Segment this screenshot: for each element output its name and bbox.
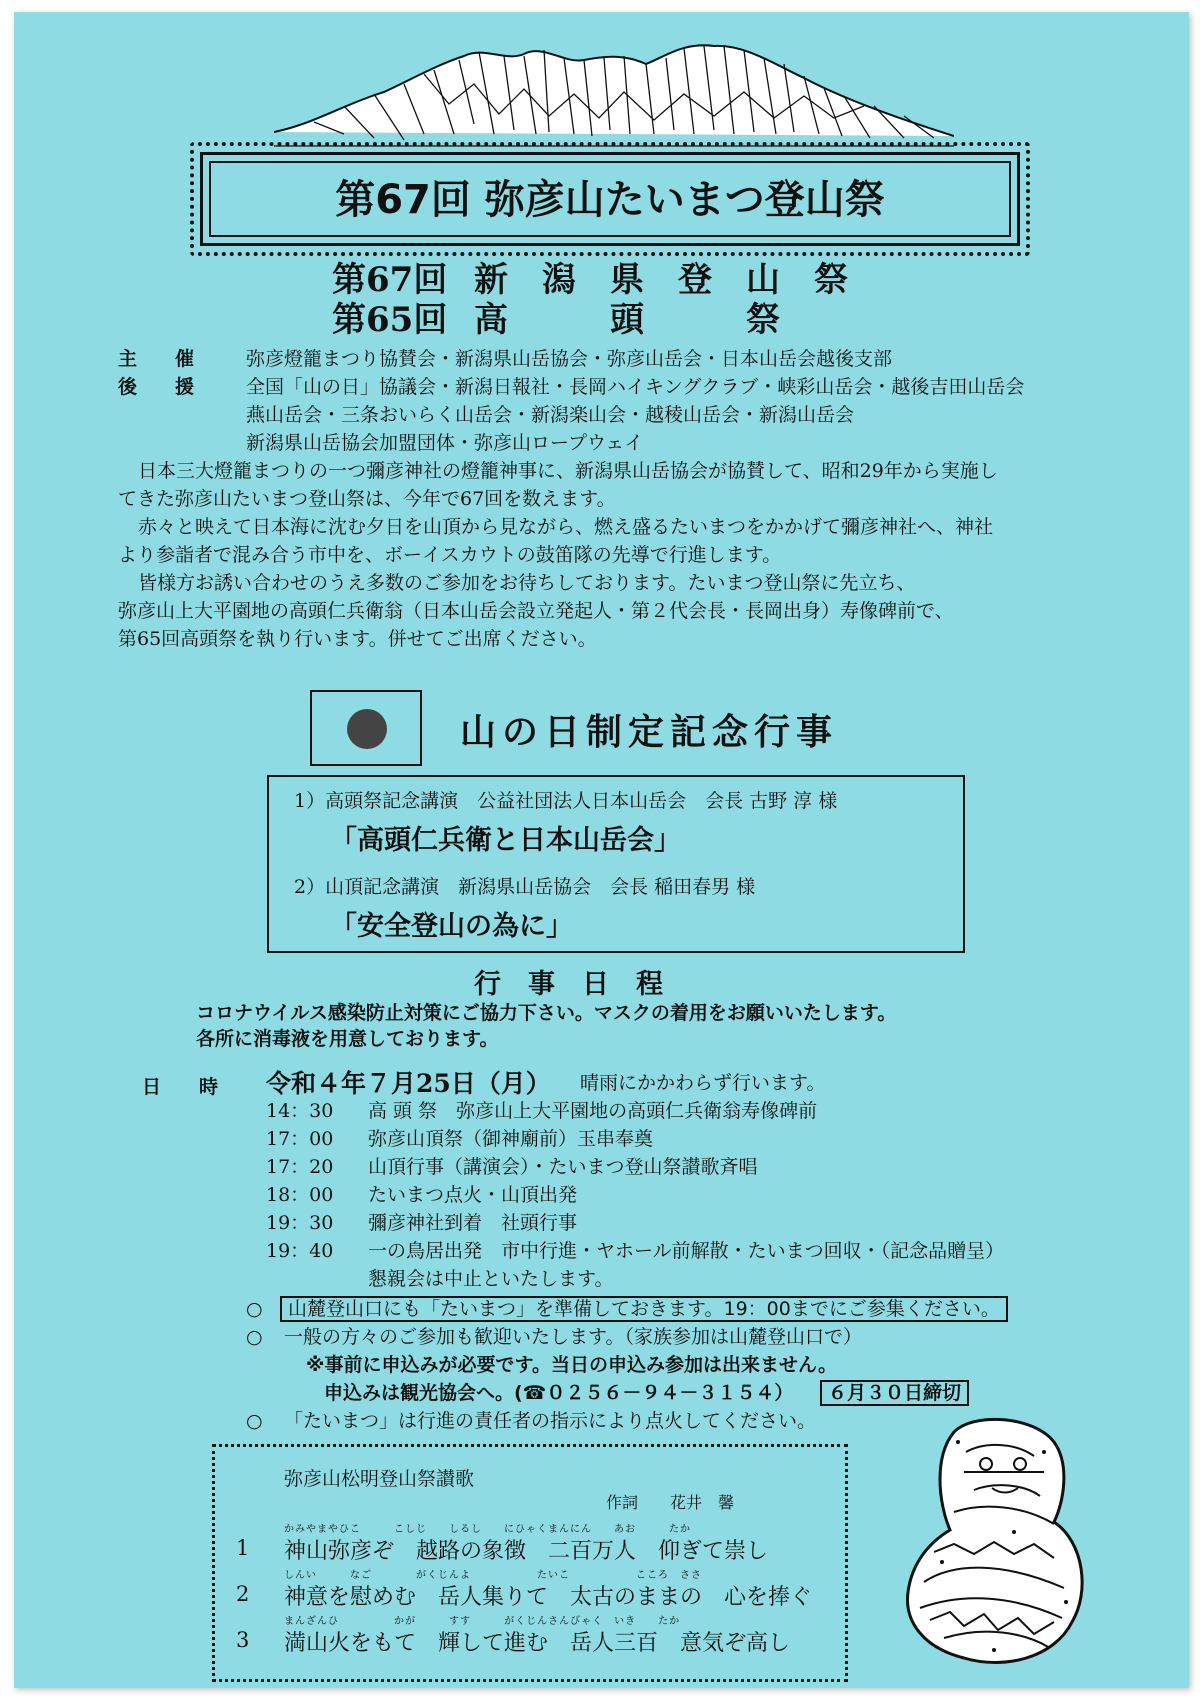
date-label: 日 時 <box>142 1076 219 1098</box>
schedule-time-2: 17：00 <box>266 1128 334 1150</box>
verse-3-text: 満山火をもて 輝して進む 岳人三百 意気ぞ高し <box>284 1631 791 1656</box>
bullet-2: ○ <box>246 1326 263 1348</box>
schedule-after-note: 懇親会は中止といたします。 <box>368 1268 614 1290</box>
subtitle-1-number: 第67回 <box>332 260 448 300</box>
flyer-sheet <box>14 12 1189 1688</box>
deadline-box <box>820 1380 969 1407</box>
subtitle-2-number: 第65回 <box>332 300 448 340</box>
schedule-text-4: たいまつ点火・山頂出発 <box>368 1184 578 1206</box>
support-line-2: 燕山岳会・三条おいらく山岳会・新潟楽山会・越稜山岳会・新潟山岳会 <box>246 404 855 426</box>
support-label: 後 援 <box>118 376 195 398</box>
event-date: 令和４年７月25日（月） <box>266 1069 551 1098</box>
bullet-3: ○ <box>246 1410 263 1432</box>
lecture-1-line: 1）高頭祭記念講演 公益社団法人日本山岳会 会長 古野 淳 様 <box>294 790 838 812</box>
schedule-text-3: 山頂行事（講演会）・たいまつ登山祭讃歌斉唱 <box>368 1156 758 1178</box>
intro-line-6: 弥彦山上大平園地の高頭仁兵衛翁（日本山岳会設立発起人・第２代会長・長岡出身）寿像碑前で、 <box>118 600 954 622</box>
schedule-text-5: 彌彦神社到着 社頭行事 <box>368 1212 578 1234</box>
sponsor-label: 主 催 <box>118 348 195 370</box>
sponsor-text: 弥彦燈籠まつり協賛会・新潟県山岳協会・弥彦山岳会・日本山岳会越後支部 <box>246 348 893 370</box>
intro-line-1: 日本三大燈籠まつりの一つ彌彦神社の燈籠神事に、新潟県山岳協会が協賛して、昭和29年から実施し <box>138 460 998 482</box>
lecture-1-title: 「高頭仁兵衛と日本山岳会」 <box>330 825 681 856</box>
note-2-sub-1: ※事前に申込みが必要です。当日の申込み参加は出来ません。 <box>306 1354 838 1376</box>
note-1-box <box>280 1296 1008 1323</box>
covid-line-1: コロナウイルス感染防止対策にご協力下さい。マスクの着用をお願いいたします。 <box>196 1002 897 1024</box>
mountain-illustration <box>274 34 954 154</box>
bullet-1: ○ <box>246 1298 263 1320</box>
schedule-time-6: 19：40 <box>266 1240 334 1262</box>
intro-line-2: てきた弥彦山たいまつ登山祭は、今年で67回を数えます。 <box>118 488 616 510</box>
covid-line-2: 各所に消毒液を用意しております。 <box>196 1028 499 1050</box>
intro-line-5: 皆様方お誘い合わせのうえ多数のご参加をお待ちしております。たいまつ登山祭に先立ち、 <box>138 572 916 594</box>
note-3: 「たいまつ」は行進の責任者の指示により点火してください。 <box>284 1410 817 1432</box>
note-1: 山麓登山口にも「たいまつ」を準備しておきます。19：00までにご参集ください。 <box>280 1296 1008 1322</box>
song-author: 作詞 花井 馨 <box>606 1493 735 1512</box>
intro-line-4: より参詣者で混み合う市中を、ボーイスカウトの鼓笛隊の先導で行進します。 <box>118 544 782 566</box>
subtitle-2-text: 高 頭 祭 <box>474 300 780 340</box>
lecture-2-title: 「安全登山の為に」 <box>330 911 573 942</box>
intro-line-3: 赤々と映えて日本海に沈む夕日を山頂から見ながら、燃え盛るたいまつをかかげて彌彦神社へ、神社 <box>138 516 994 538</box>
schedule-time-5: 19：30 <box>266 1212 334 1234</box>
statue-illustration <box>894 1412 1094 1674</box>
verse-2-number: 2 <box>236 1582 250 1606</box>
verse-1-number: 1 <box>236 1536 250 1560</box>
verse-2-text: 神意を慰めむ 岳人集りて 太古のままの 心を捧ぐ <box>284 1585 813 1610</box>
schedule-time-4: 18：00 <box>266 1184 334 1206</box>
lecture-2-line: 2）山頂記念講演 新潟県山岳協会 会長 稲田春男 様 <box>294 876 756 898</box>
schedule-text-1: 高 頭 祭 弥彦山上大平園地の高頭仁兵衛翁寿像碑前 <box>368 1100 818 1122</box>
intro-line-7: 第65回高頭祭を執り行います。併せてご出席ください。 <box>118 628 597 650</box>
subtitle-1-text: 新 潟 県 登 山 祭 <box>474 260 848 300</box>
verse-1-furigana: かみやまやひこ こしじ しるし にひゃくまんにん あお たか <box>284 1524 691 1535</box>
note-2-sub-2: 申込みは観光協会へ。(☎０２５６－９４－３１５４） <box>324 1382 794 1404</box>
verse-1-text: 神山弥彦ぞ 越路の象徴 二百万人 仰ぎて崇し <box>284 1539 769 1564</box>
song-title: 弥彦山松明登山祭讃歌 <box>284 1468 475 1490</box>
verse-3-furigana: まんざんひ かが すす がくじんさんびゃく いき たか <box>284 1616 681 1627</box>
note-2: 一般の方々のご参加も歓迎いたします。（家族参加は山麓登山口で） <box>284 1326 862 1348</box>
verse-2-furigana: しんい なご がくじんよ たいこ こころ ささ <box>284 1570 702 1581</box>
schedule-time-1: 14：30 <box>266 1100 334 1122</box>
deadline: ６月３０日締切 <box>820 1380 969 1406</box>
support-line-3: 新潟県山岳協会加盟団体・弥彦山ロープウェイ <box>246 432 644 454</box>
yama-no-hi-heading: 山の日制定記念行事 <box>460 712 839 753</box>
schedule-heading: 行 事 日 程 <box>474 969 663 1000</box>
date-note: 晴雨にかかわらず行います。 <box>580 1072 826 1094</box>
schedule-time-3: 17：20 <box>266 1156 334 1178</box>
support-line-1: 全国「山の日」協議会・新潟日報社・長岡ハイキングクラブ・峡彩山岳会・越後吉田山岳会 <box>246 376 1025 398</box>
page-title: 第67回 弥彦山たいまつ登山祭 <box>335 177 885 223</box>
japanese-flag-icon <box>310 690 422 766</box>
schedule-text-2: 弥彦山頂祭（御神廟前）玉串奉奠 <box>368 1128 654 1150</box>
verse-3-number: 3 <box>236 1628 250 1652</box>
schedule-text-6: 一の鳥居出発 市中行進・ヤホール前解散・たいまつ回収・（記念品贈呈） <box>368 1240 1005 1262</box>
